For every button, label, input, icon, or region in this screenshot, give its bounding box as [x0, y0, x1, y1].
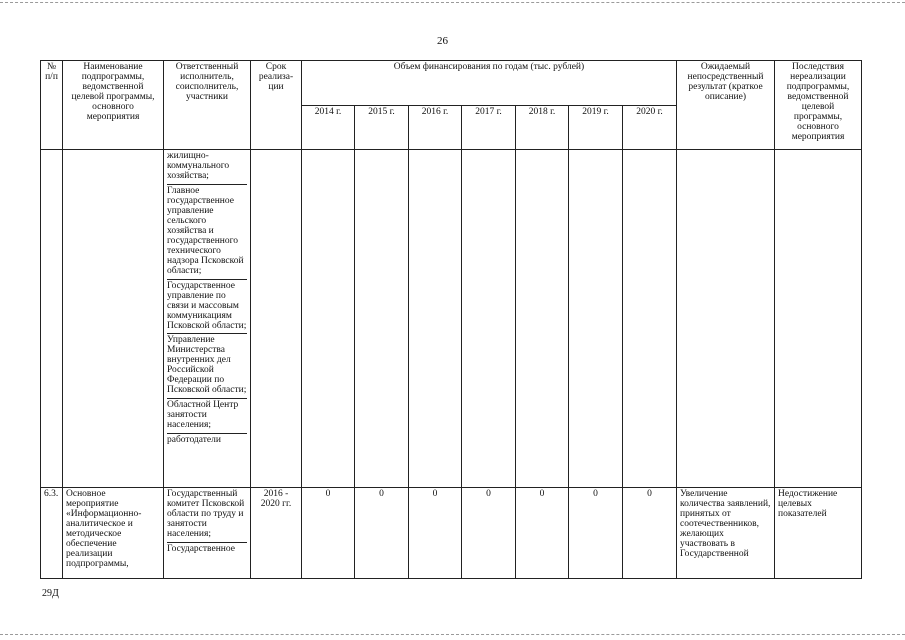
program-table — [40, 60, 862, 579]
executor-item: Управление Министерства внутренних дел Российской Федерации по Псковской области; — [167, 335, 247, 396]
cell-consequence — [775, 150, 862, 488]
table-row-continuation — [41, 150, 862, 488]
scan-edge-bottom — [0, 634, 905, 635]
cell-result: Увеличение количества заявлений, принятых от соотечественников, желающих участвовать в Государственной — [677, 488, 775, 579]
executor-item: Главное государственное управление сельского хозяйства и государственного технического надзора Псковской области; — [167, 184, 247, 277]
cell-year-value — [355, 150, 409, 488]
cell-consequence: Недостижение целевых показателей — [775, 488, 862, 579]
header-term: Срок реализа-ции — [251, 61, 302, 150]
executor-item: жилищно-коммунального хозяйства; — [167, 151, 230, 181]
header-year: 2017 г. — [462, 105, 516, 150]
header-year: 2015 г. — [355, 105, 409, 150]
cell-year-value — [516, 150, 569, 488]
cell-year-value: 0 — [409, 488, 462, 579]
executor-item: Областной Центр занятости населения; — [167, 398, 247, 431]
executor-item: Государственное — [167, 542, 247, 555]
cell-year-value — [623, 150, 677, 488]
header-name: Наименование подпрограммы, ведомственной целевой программы, основного мероприятия — [63, 61, 164, 150]
cell-year-value: 0 — [569, 488, 623, 579]
header-year: 2019 г. — [569, 105, 623, 150]
header-year: 2020 г. — [623, 105, 677, 150]
cell-year-value: 0 — [623, 488, 677, 579]
cell-term: 2016 - 2020 гг. — [251, 488, 302, 579]
cell-result — [677, 150, 775, 488]
header-consequences: Последствия нереализации подпрограммы, ведомственной целевой программы, основного мероприятия — [775, 61, 862, 150]
cell-executors — [164, 488, 251, 579]
header-year: 2014 г. — [302, 105, 355, 150]
cell-year-value: 0 — [302, 488, 355, 579]
footer-code: 29Д — [42, 588, 59, 599]
table-row-6-3 — [41, 488, 862, 579]
cell-num — [41, 150, 63, 488]
header-result: Ожидаемый непосредственный результат (краткое описание) — [677, 61, 775, 150]
cell-name: Основное мероприятие «Информационно-аналитическое и методическое обеспечение реализации подпрограммы, — [63, 488, 164, 579]
cell-term — [251, 150, 302, 488]
cell-year-value: 0 — [355, 488, 409, 579]
cell-year-value — [569, 150, 623, 488]
header-num: № п/п — [41, 61, 63, 150]
scan-edge-top — [0, 2, 905, 3]
page-number: 26 — [437, 35, 448, 47]
executor-item: Государственное управление по связи и массовым коммуникациям Псковской области; — [167, 280, 247, 331]
cell-year-value — [462, 150, 516, 488]
cell-num: 6.3. — [41, 488, 63, 579]
cell-year-value — [302, 150, 355, 488]
cell-year-value: 0 — [516, 488, 569, 579]
header-funding: Объем финансирования по годам (тыс. рублей) — [302, 61, 677, 106]
cell-name — [63, 150, 164, 488]
header-year: 2016 г. — [409, 105, 462, 150]
cell-year-value — [409, 150, 462, 488]
executor-item: работодатели — [167, 433, 247, 446]
cell-executors — [164, 150, 251, 488]
header-row-1 — [41, 61, 862, 106]
executor-item: Государственный комитет Псковской области по труду и занятости населения; — [167, 489, 245, 539]
header-executor: Ответственный исполнитель, соисполнитель, участники — [164, 61, 251, 150]
cell-year-value: 0 — [462, 488, 516, 579]
header-year: 2018 г. — [516, 105, 569, 150]
